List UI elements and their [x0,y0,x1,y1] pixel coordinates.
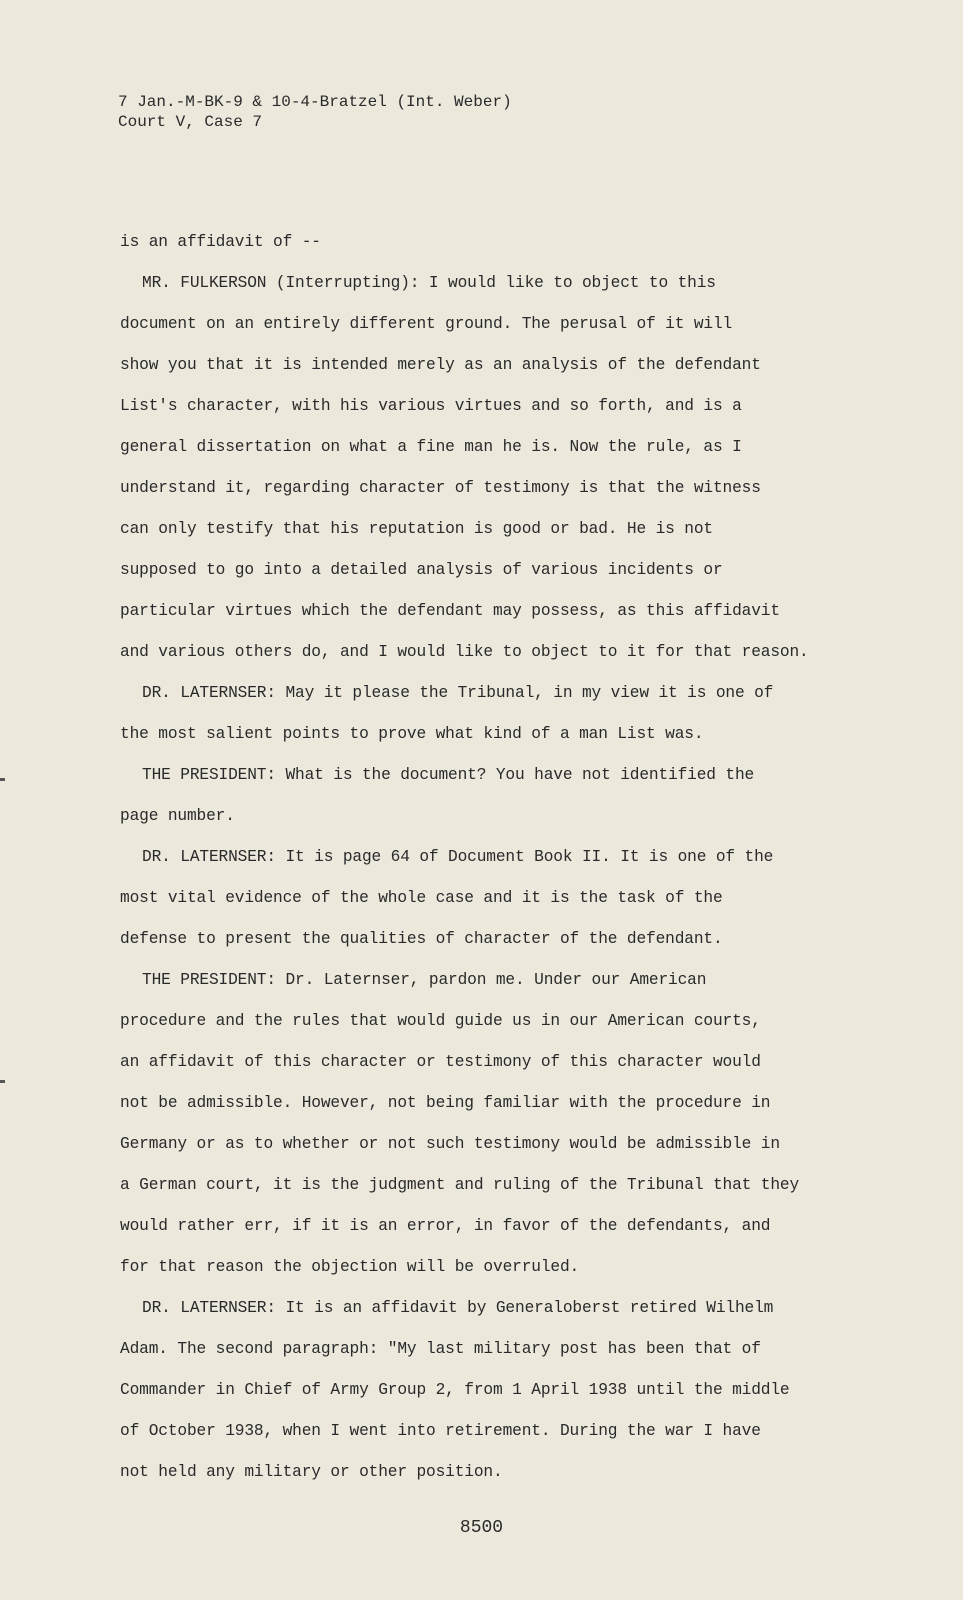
transcript-line: Germany or as to whether or not such testimony would be admissible in [120,1135,780,1153]
transcript-line: Adam. The second paragraph: "My last military post has been that of [120,1340,761,1358]
transcript-line: THE PRESIDENT: What is the document? You have not identified the [142,766,755,784]
document-header [118,92,512,132]
transcript-line: show you that it is intended merely as an analysis of the defendant [120,356,761,374]
margin-mark [0,778,5,781]
transcript-line: particular virtues which the defendant may possess, as this affidavit [120,602,780,620]
transcript-line: procedure and the rules that would guide us in our American courts, [120,1012,761,1030]
transcript-line: supposed to go into a detailed analysis of various incidents or [120,561,723,579]
transcript-line: understand it, regarding character of testimony is that the witness [120,479,761,497]
transcript-line: most vital evidence of the whole case and it is the task of the [120,889,723,907]
transcript-line: general dissertation on what a fine man he is. Now the rule, as I [120,438,742,456]
transcript-line: of October 1938, when I went into retirement. During the war I have [120,1422,761,1440]
transcript-body [120,222,880,1493]
transcript-line: not held any military or other position. [120,1463,503,1481]
page-number: 8500 [459,1518,504,1538]
transcript-line: is an affidavit of -- [120,233,321,251]
transcript-line: can only testify that his reputation is good or bad. He is not [120,520,713,538]
header-line-1: 7 Jan.-M-BK-9 & 10-4-Bratzel (Int. Weber) [118,93,512,111]
transcript-line: DR. LATERNSER: It is an affidavit by Generaloberst retired Wilhelm [142,1299,774,1317]
transcript-line: the most salient points to prove what kind of a man List was. [120,725,704,743]
transcript-line: document on an entirely different ground. The perusal of it will [120,315,733,333]
transcript-line: a German court, it is the judgment and ruling of the Tribunal that they [120,1176,800,1194]
transcript-line: THE PRESIDENT: Dr. Laternser, pardon me. Under our American [142,971,707,989]
transcript-line: Commander in Chief of Army Group 2, from 1 April 1938 until the middle [120,1381,790,1399]
transcript-line: not be admissible. However, not being familiar with the procedure in [120,1094,771,1112]
margin-mark [0,1080,5,1083]
transcript-line: defense to present the qualities of character of the defendant. [120,930,723,948]
header-line-2: Court V, Case 7 [118,113,263,131]
transcript-line: page number. [120,807,235,825]
transcript-line: an affidavit of this character or testimony of this character would [120,1053,761,1071]
transcript-line: for that reason the objection will be overruled. [120,1258,580,1276]
transcript-line: would rather err, if it is an error, in favor of the defendants, and [120,1217,771,1235]
transcript-line: List's character, with his various virtues and so forth, and is a [120,397,742,415]
transcript-line: and various others do, and I would like to object to it for that reason. [120,643,809,661]
transcript-line: MR. FULKERSON (Interrupting): I would like to object to this [142,274,716,292]
transcript-line: DR. LATERNSER: It is page 64 of Document Book II. It is one of the [142,848,774,866]
transcript-line: DR. LATERNSER: May it please the Tribunal, in my view it is one of [142,684,774,702]
